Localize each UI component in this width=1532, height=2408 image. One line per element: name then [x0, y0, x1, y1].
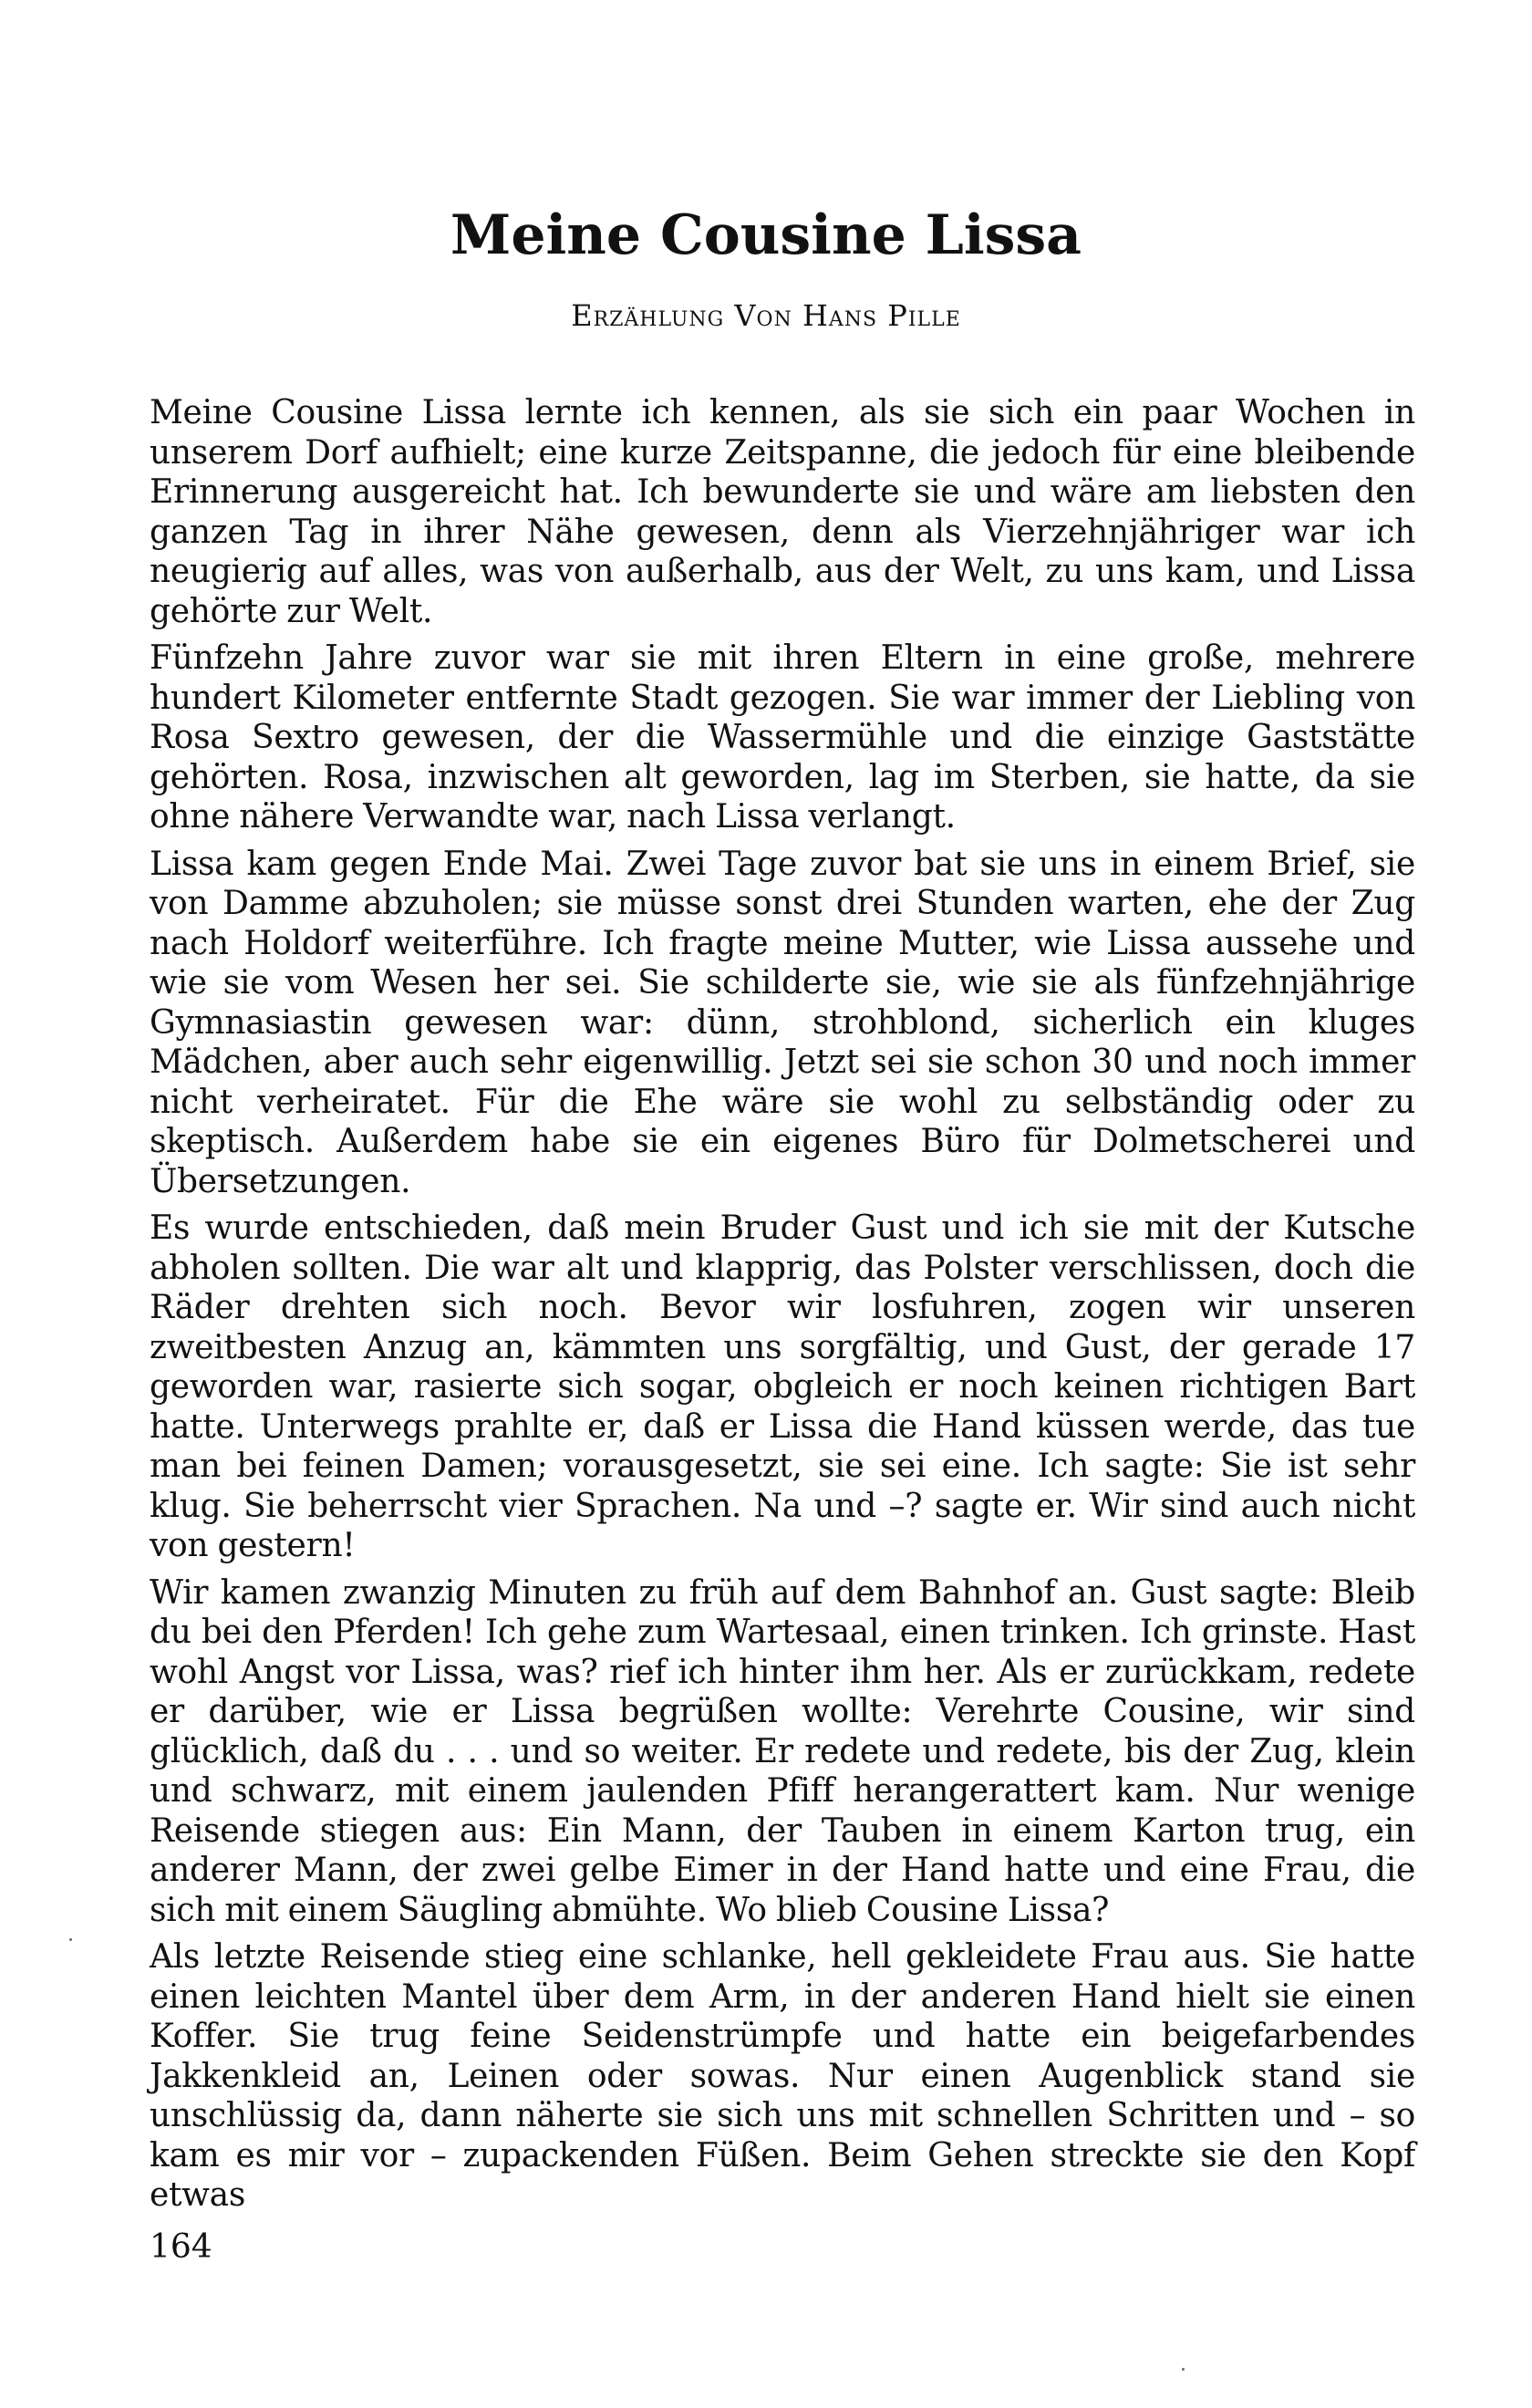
paragraph: Lissa kam gegen Ende Mai. Zwei Tage zuvor bat sie uns in einem Brief, sie von Damme abzuholen; sie müsse sonst drei Stunden warten, ehe der Zug nach Holdorf weiterführe. Ich fragte meine Mutter, wie Lissa aussehe und wie sie vom Wesen her sei. Sie schilderte sie, wie sie als fünfzehnjährige Gymnasiastin gewesen war: dünn, strohblond, sicherlich ein kluges Mädchen, aber auch sehr eigenwillig. Jetzt sei sie schon 30 und noch immer nicht verheiratet. Für die Ehe wäre sie wohl zu selbständig oder zu skeptisch. Außerdem habe sie ein eigenes Büro für Dolmetscherei und Übersetzungen. — [150, 845, 1415, 1200]
paragraph: Es wurde entschieden, daß mein Bruder Gust und ich sie mit der Kutsche abholen sollten. Die war alt und klapprig, das Polster verschlissen, doch die Räder drehten sich noch. Bevor wir losfuhren, zogen wir unseren zweitbesten Anzug an, kämmten uns sorgfältig, und Gust, der gerade 17 geworden war, rasierte sich sogar, obgleich er noch keinen richtigen Bart hatte. Unterwegs prahlte er, daß er Lissa die Hand küssen werde, das tue man bei feinen Damen; vorausgesetzt, sie sei eine. Ich sagte: Sie ist sehr klug. Sie beherrscht vier Sprachen. Na und –? sagte er. Wir sind auch nicht von gestern! — [150, 1209, 1415, 1564]
page-number: 164 — [150, 2228, 212, 2266]
paragraph: Meine Cousine Lissa lernte ich kennen, als sie sich ein paar Wochen in unserem Dorf aufhielt; eine kurze Zeitspanne, die jedoch für eine bleibende Erinnerung ausgereicht hat. Ich bewunderte sie und wäre am liebsten den ganzen Tag in ihrer Nähe gewesen, denn als Vierzehnjähriger war ich neugierig auf alles, was von außerhalb, aus der Welt, zu uns kam, und Lissa gehörte zur Welt. — [150, 394, 1415, 630]
story-body — [150, 393, 1415, 2223]
paragraph: Wir kamen zwanzig Minuten zu früh auf dem Bahnhof an. Gust sagte: Bleib du bei den Pferden! Ich gehe zum Wartesaal, einen trinken. Ich grinste. Hast wohl Angst vor Lissa, was? rief ich hinter ihm her. Als er zurückkam, redete er darüber, wie er Lissa begrüßen wollte: Verehrte Cousine, wir sind glücklich, daß du . . . und so weiter. Er redete und redete, bis der Zug, klein und schwarz, mit einem jaulenden Pfiff herangerattert kam. Nur wenige Reisende stiegen aus: Ein Mann, der Tauben in einem Karton trug, ein anderer Mann, der zwei gelbe Eimer in der Hand hatte und eine Frau, die sich mit einem Säugling abmühte. Wo blieb Cousine Lissa? — [150, 1573, 1415, 1929]
scan-speck — [69, 1938, 72, 1941]
paragraph: Fünfzehn Jahre zuvor war sie mit ihren Eltern in eine große, mehrere hundert Kilometer entfernte Stadt gezogen. Sie war immer der Liebling von Rosa Sextro gewesen, der die Wassermühle und die einzige Gaststätte gehörten. Rosa, inzwischen alt geworden, lag im Sterben, sie hatte, da sie ohne nähere Verwandte war, nach Lissa verlangt. — [150, 639, 1415, 836]
paragraph: Als letzte Reisende stieg eine schlanke, hell gekleidete Frau aus. Sie hatte einen leichten Mantel über dem Arm, in der anderen Hand hielt sie einen Koffer. Sie trug feine Seidenstrümpfe und hatte ein beigefarbendes Jakkenkleid an, Leinen oder sowas. Nur einen Augenblick stand sie unschlüssig da, dann näherte sie sich uns mit schnellen Schritten und – so kam es mir vor – zupackenden Füßen. Beim Gehen streckte sie den Kopf etwas — [150, 1938, 1415, 2214]
story-byline: Erzählung Von Hans Pille — [571, 298, 961, 333]
story-title: Meine Cousine Lissa — [450, 203, 1082, 267]
scan-speck — [1182, 2368, 1185, 2371]
